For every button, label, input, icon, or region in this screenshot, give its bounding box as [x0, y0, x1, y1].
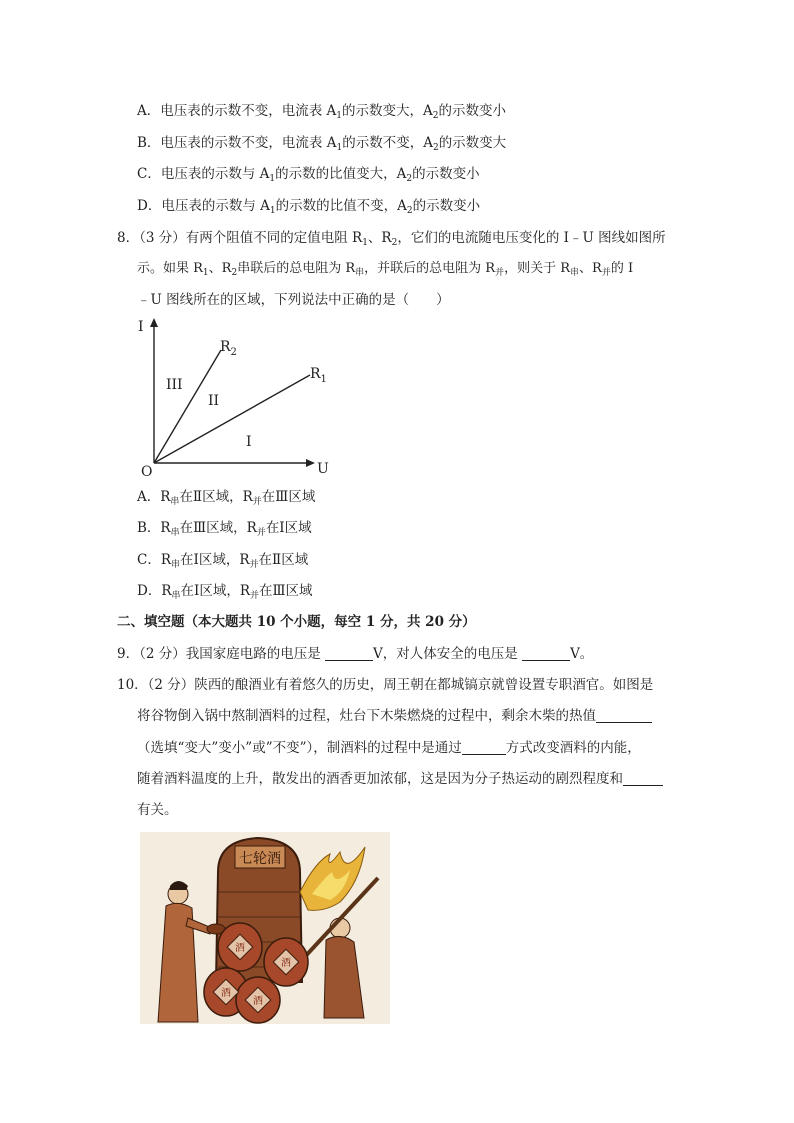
answer-blank[interactable] [325, 646, 373, 661]
text: C．电压表的示数与 A [137, 166, 270, 182]
text: 、R [208, 261, 232, 276]
subscript: 2 [432, 111, 439, 121]
jar-label: 酒 [253, 996, 263, 1007]
q8-stem-line2 [137, 259, 633, 283]
subscript: 2 [406, 206, 413, 216]
q7-option-b [137, 133, 506, 158]
subscript: 串 [170, 497, 180, 507]
text: 在Ⅰ区域，R [180, 583, 251, 599]
text: 8．（3 分）有两个阻值不同的定值电阻 R [117, 230, 363, 246]
text: 的示数不变，A [342, 135, 433, 151]
text: 的示数变小 [412, 198, 481, 214]
q8-option-d [137, 581, 313, 606]
region-1-label: I [246, 434, 252, 450]
subscript: 2 [406, 174, 413, 184]
text: ﹣U 图线所在的区域，下列说法中正确的是（ ） [137, 292, 450, 308]
kiln-sign-text: 七轮酒 [239, 851, 281, 867]
text: 在Ⅰ区域，R [180, 552, 250, 568]
text: 、R [367, 230, 392, 246]
text: ，它们的电流随电压变化的 I﹣U 图线如图所 [397, 230, 666, 246]
q8-stem-line3 [137, 290, 450, 310]
text: 在Ⅰ区域 [265, 520, 312, 536]
r1-label: $R_1$ [310, 366, 327, 385]
subscript: 1 [269, 206, 276, 216]
text: 的示数变小 [412, 166, 480, 182]
subscript: 并 [250, 591, 260, 601]
q10-line1: 10．（2 分）陕西的酿酒业有着悠久的历史，周王朝在都城镐京就曾设置专职酒官。如图是 [117, 677, 654, 693]
text: （选填“变大”变小”或”不变”），制酒料的过程中是通过 [137, 740, 462, 756]
text: 、R [579, 261, 602, 276]
subscript: 并 [249, 560, 259, 570]
subscript: 1 [269, 174, 276, 184]
y-axis-arrow [150, 318, 158, 327]
text: D．R [137, 583, 172, 599]
text: 示。如果 R [137, 261, 203, 276]
y-axis-label: I [138, 319, 144, 335]
text: 在Ⅲ区域，R [179, 520, 257, 536]
x-axis-arrow [306, 459, 315, 467]
q7-option-d [137, 196, 480, 221]
q10-line5: 有关。 [137, 802, 178, 818]
subscript: 并 [601, 268, 611, 278]
region-2-label: II [208, 393, 220, 409]
subscript: 串 [569, 268, 579, 278]
text: ，则关于 R [504, 261, 570, 276]
subscript: 并 [252, 497, 262, 507]
text: B．R [137, 520, 171, 536]
subscript: 并 [495, 268, 505, 278]
text: 9．（2 分）我国家庭电路的电压是 [117, 646, 326, 662]
q10-line3 [137, 738, 641, 758]
text: ，并联后的总电阻为 R [364, 261, 496, 276]
x-axis-label: U [317, 461, 329, 477]
answer-blank[interactable] [522, 646, 570, 661]
subscript: 1 [362, 238, 368, 248]
jar-label: 酒 [281, 958, 291, 969]
q8-option-c [137, 550, 308, 575]
subscript: 串 [171, 560, 181, 570]
answer-blank[interactable] [596, 708, 652, 723]
text: 在Ⅱ区域，R [179, 489, 253, 505]
text: 将谷物倒入锅中熬制酒料的过程，灶台下木柴燃烧的过程中，剩余木柴的热值 [137, 708, 596, 724]
text: V。 [570, 646, 594, 662]
origin-label: O [141, 464, 153, 478]
winemaking-illustration [140, 832, 390, 1024]
text: 在Ⅲ区域 [261, 489, 316, 505]
r2-label: $R_2$ [220, 339, 237, 358]
subscript: 串 [355, 268, 365, 278]
q7-option-c [137, 164, 480, 189]
text: 在Ⅱ区域 [258, 552, 309, 568]
text: 的 I [610, 261, 634, 276]
subscript: 1 [202, 268, 209, 278]
text: 串联后的总电阻为 R [237, 261, 356, 276]
section-heading: 二、填空题（本大题共 10 个小题，每空 1 分，共 20 分） [117, 614, 476, 630]
jar-label: 酒 [235, 943, 245, 954]
subscript: 并 [256, 528, 266, 538]
jar-label: 酒 [221, 988, 231, 999]
text: 的示数的比值变大，A [275, 166, 407, 182]
answer-blank[interactable] [623, 771, 663, 786]
text: 的示数变小 [438, 103, 507, 119]
text: V，对人体安全的电压是 [373, 646, 523, 662]
region-3-label: III [166, 377, 183, 393]
answer-blank[interactable] [462, 740, 506, 755]
text: 方式改变酒料的内能， [505, 740, 641, 756]
q8-stem-line1 [117, 228, 666, 253]
text: B．电压表的示数不变，电流表 A [137, 135, 337, 151]
subscript: 1 [336, 143, 343, 153]
text: D．电压表的示数与 A [137, 198, 270, 214]
text: C．R [137, 552, 171, 568]
subscript: 2 [231, 268, 238, 278]
q7-option-a [137, 101, 506, 126]
text: A．电压表的示数不变，电流表 A [137, 103, 337, 119]
text: 的示数变大，A [342, 103, 433, 119]
text: 的示数变大 [438, 135, 507, 151]
text: 的示数的比值不变，A [275, 198, 407, 214]
subscript: 1 [336, 111, 343, 121]
subscript: 2 [432, 143, 439, 153]
subscript: 串 [170, 528, 180, 538]
subscript: 串 [171, 591, 181, 601]
q10-line2 [137, 706, 652, 726]
text: 随着酒料温度的上升，散发出的酒香更加浓郁，这是因为分子热运动的剧烈程度和 [137, 771, 623, 787]
iu-graph [134, 313, 344, 478]
subscript: 2 [391, 238, 398, 248]
q8-option-a [137, 487, 315, 512]
text: 在Ⅲ区域 [259, 583, 313, 599]
q9 [117, 644, 593, 664]
q8-option-b [137, 518, 312, 543]
text: A．R [137, 489, 171, 505]
q10-line4 [137, 769, 663, 789]
